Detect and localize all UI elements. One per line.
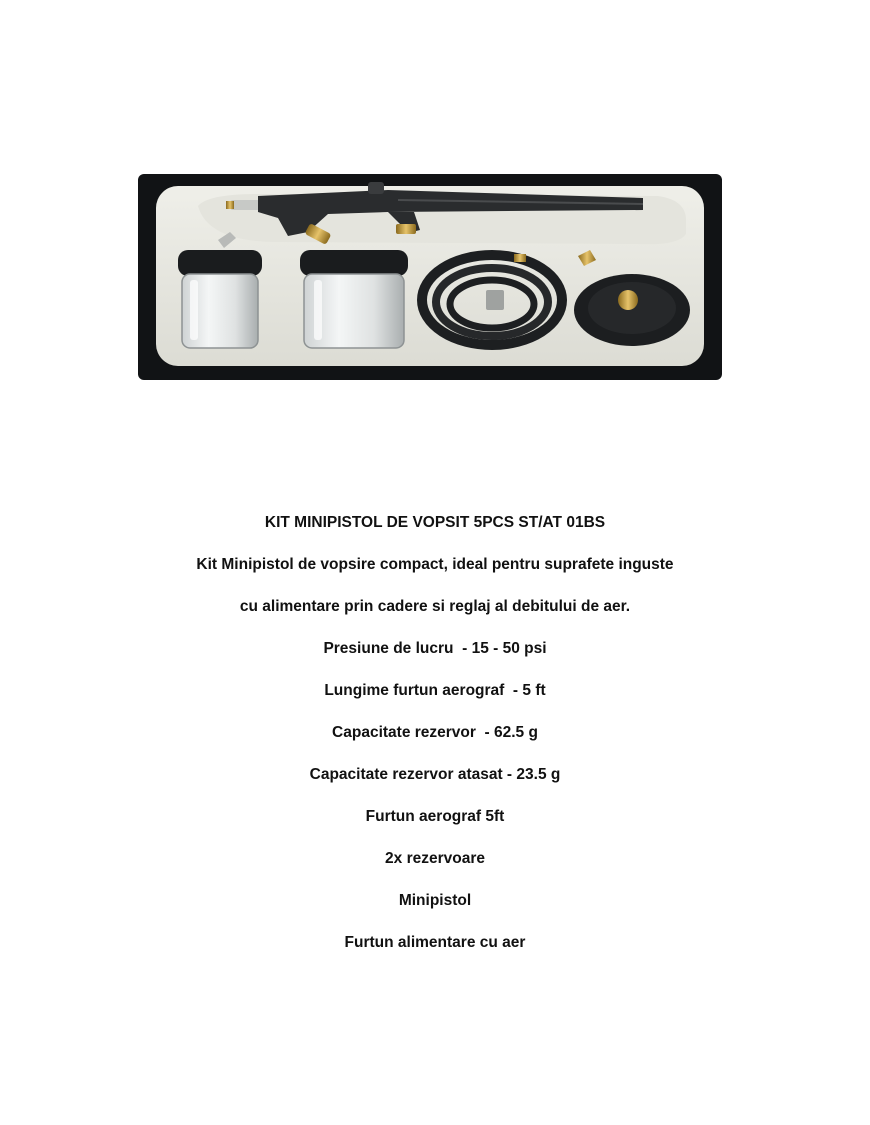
description-line-1: Kit Minipistol de vopsire compact, ideal pentru suprafete inguste [196, 556, 674, 573]
contents-item: 2x rezervoare [385, 850, 485, 867]
paint-jar-icon [300, 250, 408, 348]
spec-working-pressure: Presiune de lucru - 15 - 50 psi [323, 640, 547, 657]
product-description [0, 512, 870, 974]
contents-item: Minipistol [398, 892, 472, 909]
description-line-2: cu alimentare prin cadere si reglaj al debitului de aer. [239, 598, 631, 615]
contents-item: Furtun alimentare cu aer [344, 934, 526, 951]
spec-hose-length: Lungime furtun aerograf - 5 ft [324, 682, 546, 699]
product-title: KIT MINIPISTOL DE VOPSIT 5PCS ST/AT 01BS [264, 514, 606, 531]
contents-item: Furtun aerograf 5ft [365, 808, 505, 825]
product-photo [138, 172, 722, 382]
paint-jar-icon [178, 250, 262, 348]
spec-reservoir-capacity: Capacitate rezervor - 62.5 g [332, 724, 538, 741]
spec-attached-reservoir-capacity: Capacitate rezervor atasat - 23.5 g [309, 766, 561, 783]
